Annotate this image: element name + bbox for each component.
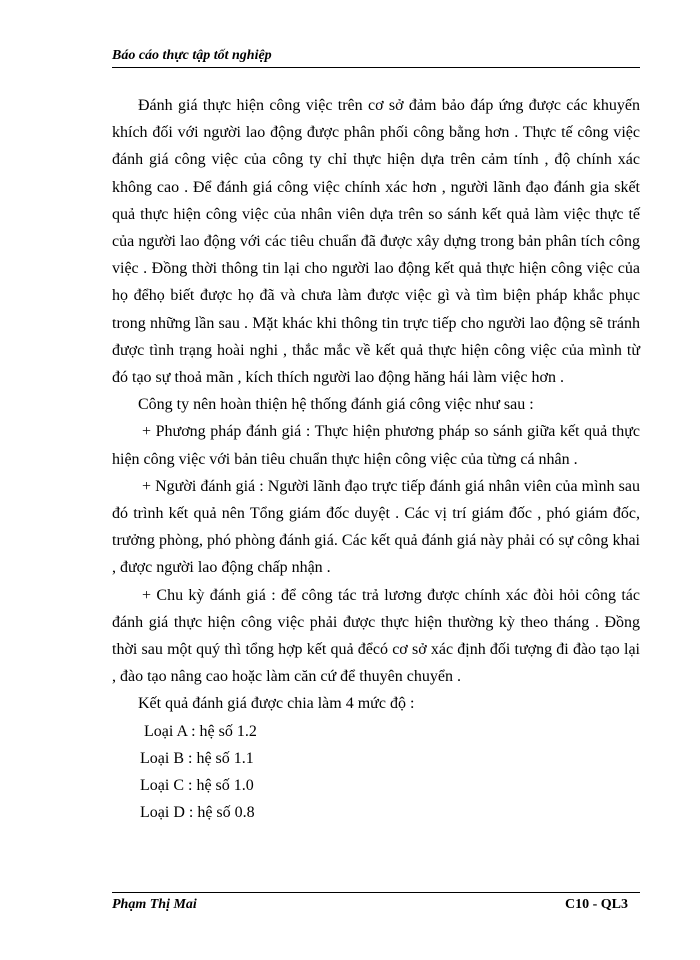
footer-class-code: C10 - QL3 [565,897,628,912]
paragraph-levels-intro: Kết quả đánh giá được chia làm 4 mức độ : [138,695,415,713]
bullet-evaluation-method: + Phương pháp đánh giá : Thực hiện phương pháp so sánh giữa kết quả thực hiện công việc với bản tiêu chuẩn thực hiện công việc của từng cá nhân . [112,423,640,468]
bullet-evaluation-cycle: + Chu kỳ đánh giá : để công tác trả lương được chính xác đòi hỏi công tác đánh giá thực hiện công việc phải được thực hiện thường kỳ theo tháng . Đồng thời sau một quý thì tổng hợp kết quả đểcó cơ sở xác định đối tượng đi đào tạo lại , đào tạo nâng cao hoặc làm căn cứ để thuyên chuyển . [112,586,640,686]
paragraph-evaluation-overview: Đánh giá thực hiện công việc trên cơ sở đảm bảo đáp ứng được các khuyến khích đối với người lao động được phân phối công bằng hơn . Thực tế công việc đánh giá công việc của công ty chỉ thực hiện dựa trên cảm tính , độ chính xác không cao . Để đánh giá công việc chính xác hơn , người lãnh đạo đánh gia skết quả thực hiện công việc của nhân viên dựa trên so sánh kết quả làm việc thực tế của người lao động với các tiêu chuẩn đã được xây dựng trong bản phân tích công việc . Đồng thời thông tin lại cho người lao động kết quả thực hiện công việc của họ đểhọ biết được họ đã và chưa làm được việc gì và tìm biện pháp khắc phục trong những lần sau . Mặt khác khi thông tin trực tiếp cho người lao động sẽ tránh được tình trạng hoài nghi , thắc mắc về kết quả thực hiện công việc của mình từ đó tạo sự thoả mãn , kích thích người lao động hăng hái làm việc hơn . [112,97,640,387]
document-body [112,92,640,826]
level-item-b: Loại B : hệ số 1.1 [140,749,254,767]
bullet-evaluator: + Người đánh giá : Người lãnh đạo trực tiếp đánh giá nhân viên của mình sau đó trình kết quả nên Tổng giám đốc duyệt . Các vị trí giám đốc , phó giám đốc, trưởng phòng, phó phòng đánh giá. Các kết quả đánh giá này phải có sự công khai , được người lao động chấp nhận . [112,477,640,577]
page-header-title: Báo cáo thực tập tốt nghiệp [112,48,272,63]
paragraph-system-intro: Công ty nên hoàn thiện hệ thống đánh giá công việc như sau : [138,396,534,414]
level-item-d: Loại D : hệ số 0.8 [140,804,255,822]
header-divider [112,67,640,68]
level-item-c: Loại C : hệ số 1.0 [140,777,254,795]
footer-divider [112,892,640,893]
level-item-a: Loại A : hệ số 1.2 [144,722,257,740]
footer-author: Phạm Thị Mai [112,897,197,912]
